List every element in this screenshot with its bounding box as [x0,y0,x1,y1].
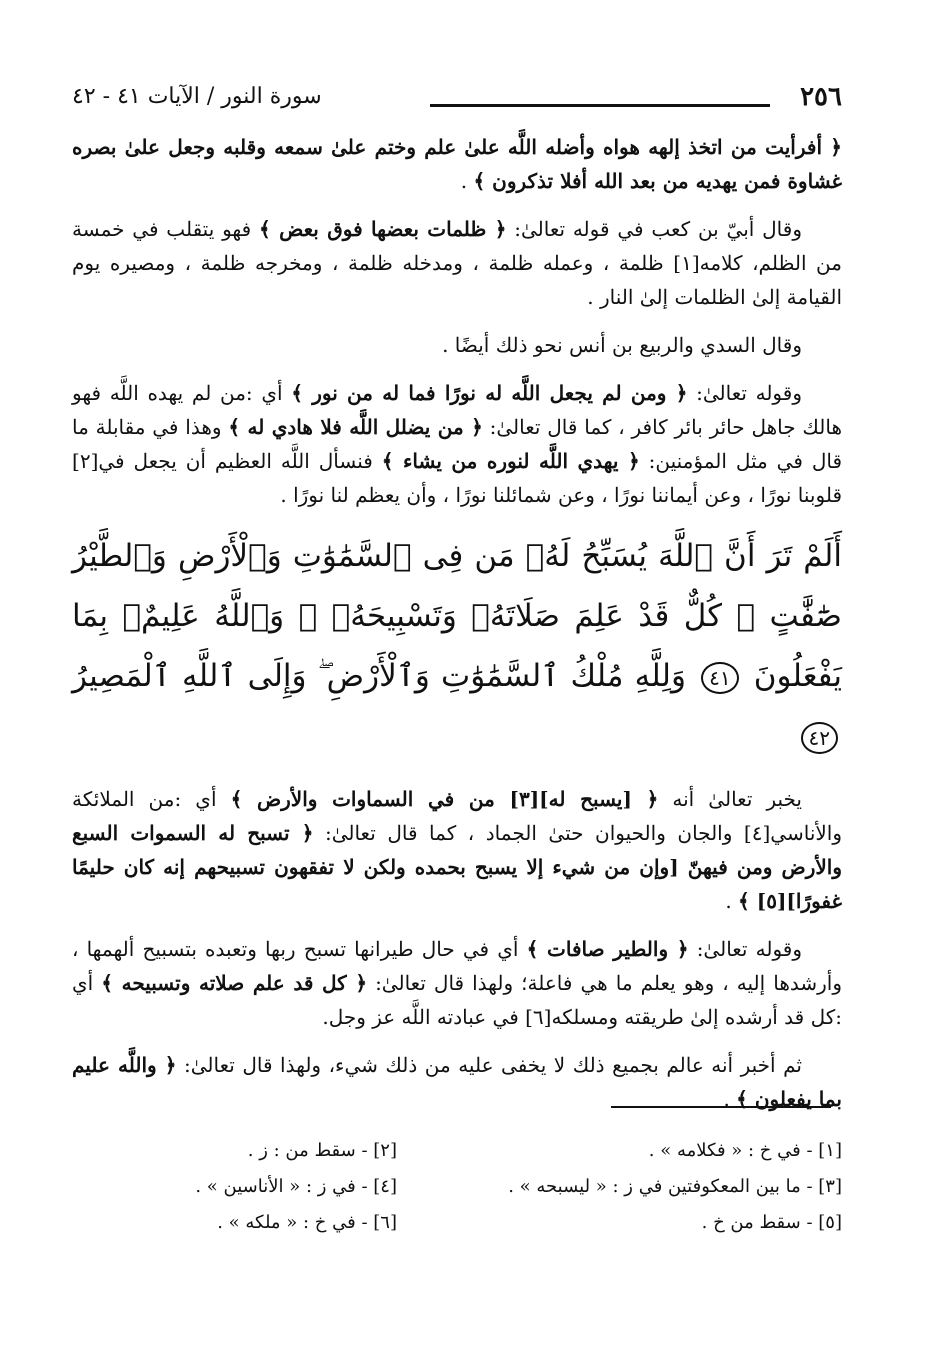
footnote: [٥] - سقط من خ . [701,1212,842,1233]
quote-run: ﴿ ظلمات بعضها فوق بعض ﴾ [258,217,507,241]
quote-run: ﴿ واللَّه عليم بما يفعلون ﴾ [72,1053,842,1111]
paragraph [72,932,842,1034]
footnote-row [72,1140,842,1176]
footnotes [72,1140,842,1248]
text-run: وهذا في مقابلة ما قال في مثل المؤمنين: [72,415,842,473]
quote-run: ﴿ تسبح له السموات السبع والأرض ومن فيهنّ [وإن من شيء إلا يسبح بحمده ولكن لا تفقهون تسبيحهم إنه كان حليمًا غفورًا][٥] ﴾ [72,821,842,913]
paragraphs-before [72,130,842,512]
text-run: . [460,169,474,193]
footnote: [٤] - في ز : « الأناسين » . [195,1176,397,1197]
page-body [72,130,842,1130]
paragraph [72,212,842,314]
footnote: [١] - في خ : « فكلامه » . [648,1140,842,1161]
ayah-marker-41: ٤١ [701,662,738,694]
text-run: وقوله تعالىٰ: [688,937,803,961]
footnote-rule [611,1106,831,1108]
text-run: . [725,889,739,913]
text-run: ثم أخبر أنه عالم بجميع ذلك لا يخفى عليه من ذلك شيء، ولهذا قال تعالىٰ: [176,1053,802,1077]
footnote: [٣] - ما بين المعكوفتين في ز : « ليسبحه » . [508,1176,842,1197]
text-run: أي :من لم يهده اللَّه فهو هالك جاهل حائر بائر كافر ، كما قال تعالىٰ: [72,381,842,439]
footnote-row [72,1212,842,1248]
ayah-marker-42: ٤٢ [801,722,838,754]
quote-run: ﴿ [يسبح له][٣] من في السماوات والأرض ﴾ [230,787,659,811]
paragraph [72,782,842,918]
footnote: [٦] - في خ : « ملكه » . [217,1212,397,1233]
page-number: ٢٥٦ [800,82,842,112]
text-run: أي :كل قد أرشده إلىٰ طريقته ومسلكه[٦] في عبادته اللَّه عز وجل. [72,971,842,1029]
page-header [72,82,842,118]
running-title: سورة النور / الآيات ٤١ - ٤٢ [72,84,322,109]
text-run: وقال السدي والربيع بن أنس نحو ذلك أيضًا . [442,333,802,357]
quran-verses [72,526,842,766]
header-rule [430,104,770,107]
quote-run: ﴿ كل قد علم صلاته وتسبيحه ﴾ [101,971,368,995]
quote-run: ﴿ يهدي اللَّه لنوره من يشاء ﴾ [381,449,640,473]
quote-run: ﴿ ومن لم يجعل اللَّه له نورًا فما له من نور ﴾ [291,381,688,405]
quote-run: ﴿ أفرأيت من اتخذ إلهه هواه وأضله اللَّه علىٰ علم وختم علىٰ سمعه وقلبه وجعل علىٰ بصره غشاوة فمن يهديه من بعد الله أفلا تذكرون ﴾ [72,135,842,193]
text-run: يخبر تعالىٰ أنه [658,787,802,811]
paragraph [72,130,842,198]
paragraphs-after [72,782,842,1116]
text-run: . [723,1087,737,1111]
verse-41: أَلَمْ تَرَ أَنَّ ٱللَّهَ يُسَبِّحُ لَهُۥ مَن فِى ٱلسَّمَٰوَٰتِ وَٱلْأَرْضِ وَٱلطَّيْرُ صَٰٓفَّٰتٍ ۖ كُلٌّ قَدْ عَلِمَ صَلَاتَهُۥ وَتَسْبِيحَهُۥ ۗ وَٱللَّهُ عَلِيمٌۢ بِمَا يَفْعَلُونَ [72,538,842,694]
verse-42: وَلِلَّهِ مُلْكُ ٱلسَّمَٰوَٰتِ وَٱلْأَرْضِ ۖ وَإِلَى ٱللَّهِ ٱلْمَصِيرُ [72,658,686,694]
text-run: فنسأل اللَّه العظيم أن يجعل في[٢] قلوبنا نورًا ، وعن أيماننا نورًا ، وعن شمائلنا نورًا ، وأن يعظم لنا نورًا . [72,449,842,507]
text-run: وقال أبيّ بن كعب في قوله تعالىٰ: [506,217,802,241]
text-run: أي في حال طيرانها تسبح ربها وتعبده بتسبيح ألهمها ، وأرشدها إليه ، وهو يعلم ما هي فاعلة؛ ولهذا قال تعالىٰ: [72,937,842,995]
quote-run: ﴿ والطير صافات ﴾ [526,937,689,961]
footnote-row [72,1176,842,1212]
paragraph [72,376,842,512]
paragraph [72,328,842,362]
text-run: وقوله تعالىٰ: [687,381,802,405]
quote-run: ﴿ من يضلل اللَّه فلا هادي له ﴾ [228,415,483,439]
text-run: فهو يتقلب في خمسة من الظلم، كلامه[١] ظلمة ، وعمله ظلمة ، ومدخله ظلمة ، ومخرجه ظلمة ، ومصيره يوم القيامة إلىٰ الظلمات إلىٰ النار . [72,217,842,309]
footnote: [٢] - سقط من : ز . [247,1140,397,1161]
text-run: أي :من الملائكة والأناسي[٤] والجان والحيوان حتىٰ الجماد ، كما قال تعالىٰ: [72,787,843,845]
